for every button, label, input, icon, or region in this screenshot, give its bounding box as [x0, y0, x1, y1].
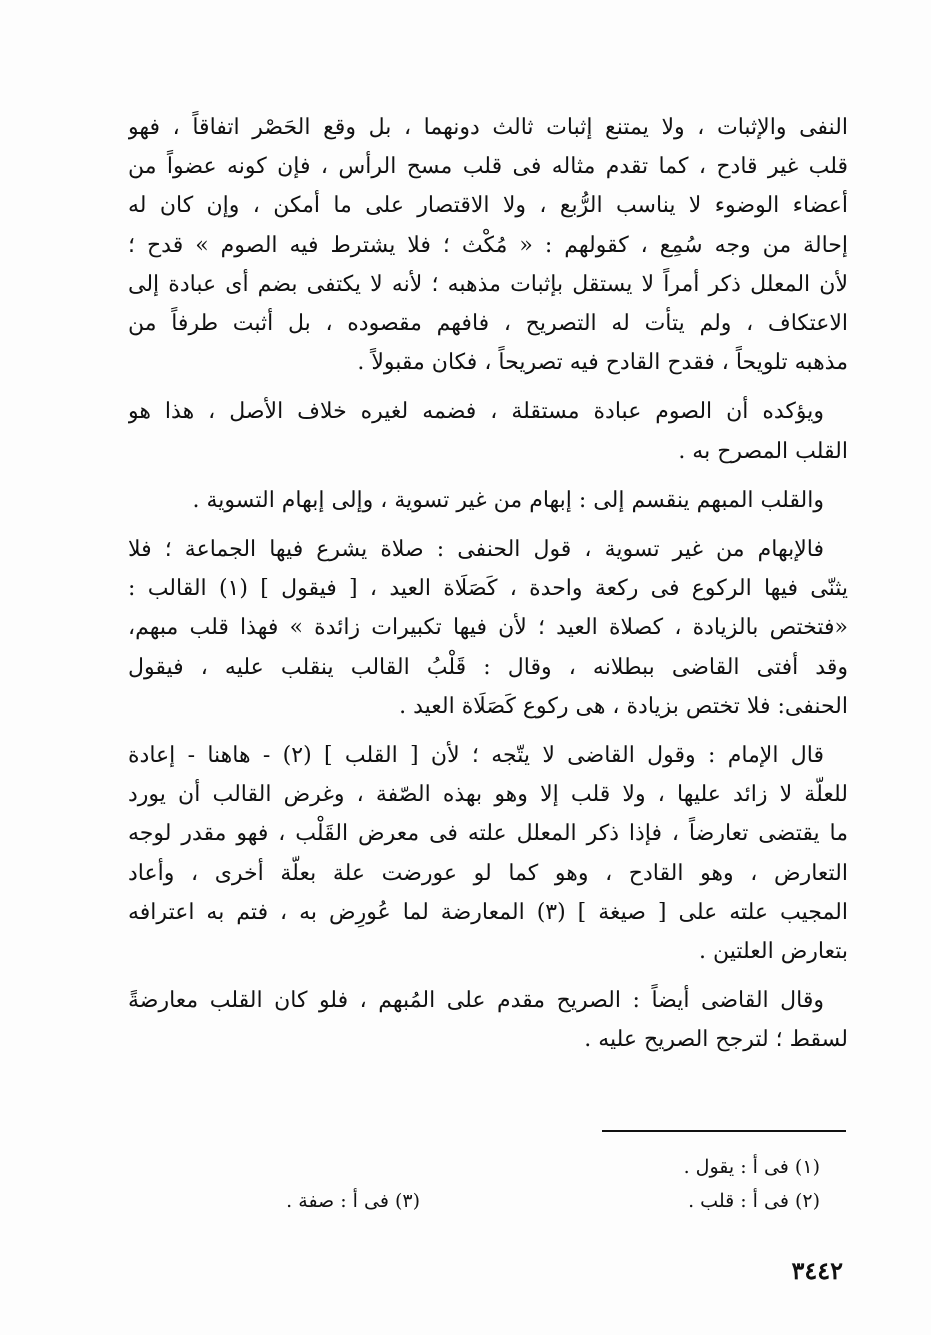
text-line: ويؤكده أن الصوم عبادة مستقلة ، فضمه لغيره خلاف الأصل ، هذا هو — [128, 399, 824, 425]
text-line: أعضاء الوضوء لا يناسب الرُّبع ، ولا الاقتصار على ما أمكن ، وإن كان له — [128, 193, 848, 219]
text-line: الحنفى: فلا تختص بزيادة ، هى ركوع كَصَلَاة العيد . — [399, 693, 848, 719]
text-line: «فتختص بالزيادة ، كصلاة العيد ؛ لأن فيها تكبيرات زائدة » فهذا قلب مبهم، — [128, 615, 848, 641]
text-line: المجيب علته على [ صيغة ] (٣) المعارضة لما عُورِض به ، فتم به اعترافه — [128, 899, 848, 925]
text-line: مذهبه تلويحاً ، فقدح القادح فيه تصريحاً ، فكان مقبولاً . — [357, 350, 848, 376]
text-line: للعلّة لا زائد عليها ، ولا قلب إلا وهو بهذه الصّفة ، وغرض القالب أن يورد — [128, 782, 848, 808]
paragraph-1 — [128, 108, 848, 382]
footnote-3: (٣) فى أ : صفة . — [286, 1190, 420, 1212]
footnotes — [128, 1150, 848, 1230]
text-line: النفى والإثبات ، ولا يمتنع إثبات ثالث دونهما ، بل وقع الحَصْر اتفاقاً ، فهو — [128, 115, 848, 140]
text-line: والقلب المبهم ينقسم إلى : إبهام من غير تسوية ، وإلى إبهام التسوية . — [192, 487, 824, 513]
text-line: وقال القاضى أيضاً : الصريح مقدم على المُبهم ، فلو كان القلب معارضةً — [128, 988, 824, 1014]
footnote-divider — [602, 1130, 846, 1132]
text-line: القلب المصرح به . — [678, 438, 848, 464]
paragraph-4 — [128, 530, 848, 726]
paragraph-5 — [128, 736, 848, 971]
text-line: التعارض ، وهو القادح ، وهو كما لو عورضت علة بعلّة أخرى ، وأعاد — [128, 860, 848, 886]
paragraph-2 — [128, 392, 848, 470]
footnote-1: (١) فى أ : يقول . — [683, 1156, 820, 1178]
text-line: لأن المعلل ذكر أمراً لا يستقل بإثبات مذهبه ؛ لأنه لا يكتفى بضم أى عبادة إلى — [128, 271, 848, 297]
paragraph-6 — [128, 981, 848, 1059]
text-line: ما يقتضى تعارضاً ، فإذا ذكر المعلل علته فى معرض القَلْب ، فهو مقدر لوجه — [128, 821, 848, 847]
paragraph-3 — [128, 481, 848, 520]
text-line: قال الإمام : وقول القاضى لا يتّجه ؛ لأن [ القلب ] (٢) - هاهنا - إعادة — [128, 743, 824, 769]
main-text — [128, 108, 848, 1070]
footnote-2: (٢) فى أ : قلب . — [688, 1190, 820, 1212]
text-line: وقد أفتى القاضى ببطلانه ، وقال : قَلْبُ القالب ينقلب عليه ، فيقول — [128, 654, 848, 680]
text-line: لسقط ؛ لترجح الصريح عليه . — [584, 1027, 848, 1053]
text-line: فالإبهام من غير تسوية ، قول الحنفى : صلاة يشرع فيها الجماعة ؛ فلا — [128, 537, 824, 563]
text-line: قلب غير قادح ، كما تقدم مثاله فى قلب مسح الرأس ، فإن كونه عضواً من — [128, 154, 848, 180]
text-line: بتعارض العلتين . — [698, 939, 848, 965]
text-line: يثنّى فيها الركوع فى ركعة واحدة ، كَصَلَاة العيد ، [ فيقول ] (١) القالب : — [128, 576, 848, 602]
text-line: الاعتكاف ، ولم يتأت له التصريح ، فافهم مقصوده ، بل أثبت طرفاً من — [128, 311, 848, 337]
text-line: إحالة من وجه سُمِع ، كقولهم : « مُكْث ؛ فلا يشترط فيه الصوم » قدح ؛ — [128, 232, 848, 258]
page-number: ٣٤٤٢ — [791, 1256, 843, 1285]
